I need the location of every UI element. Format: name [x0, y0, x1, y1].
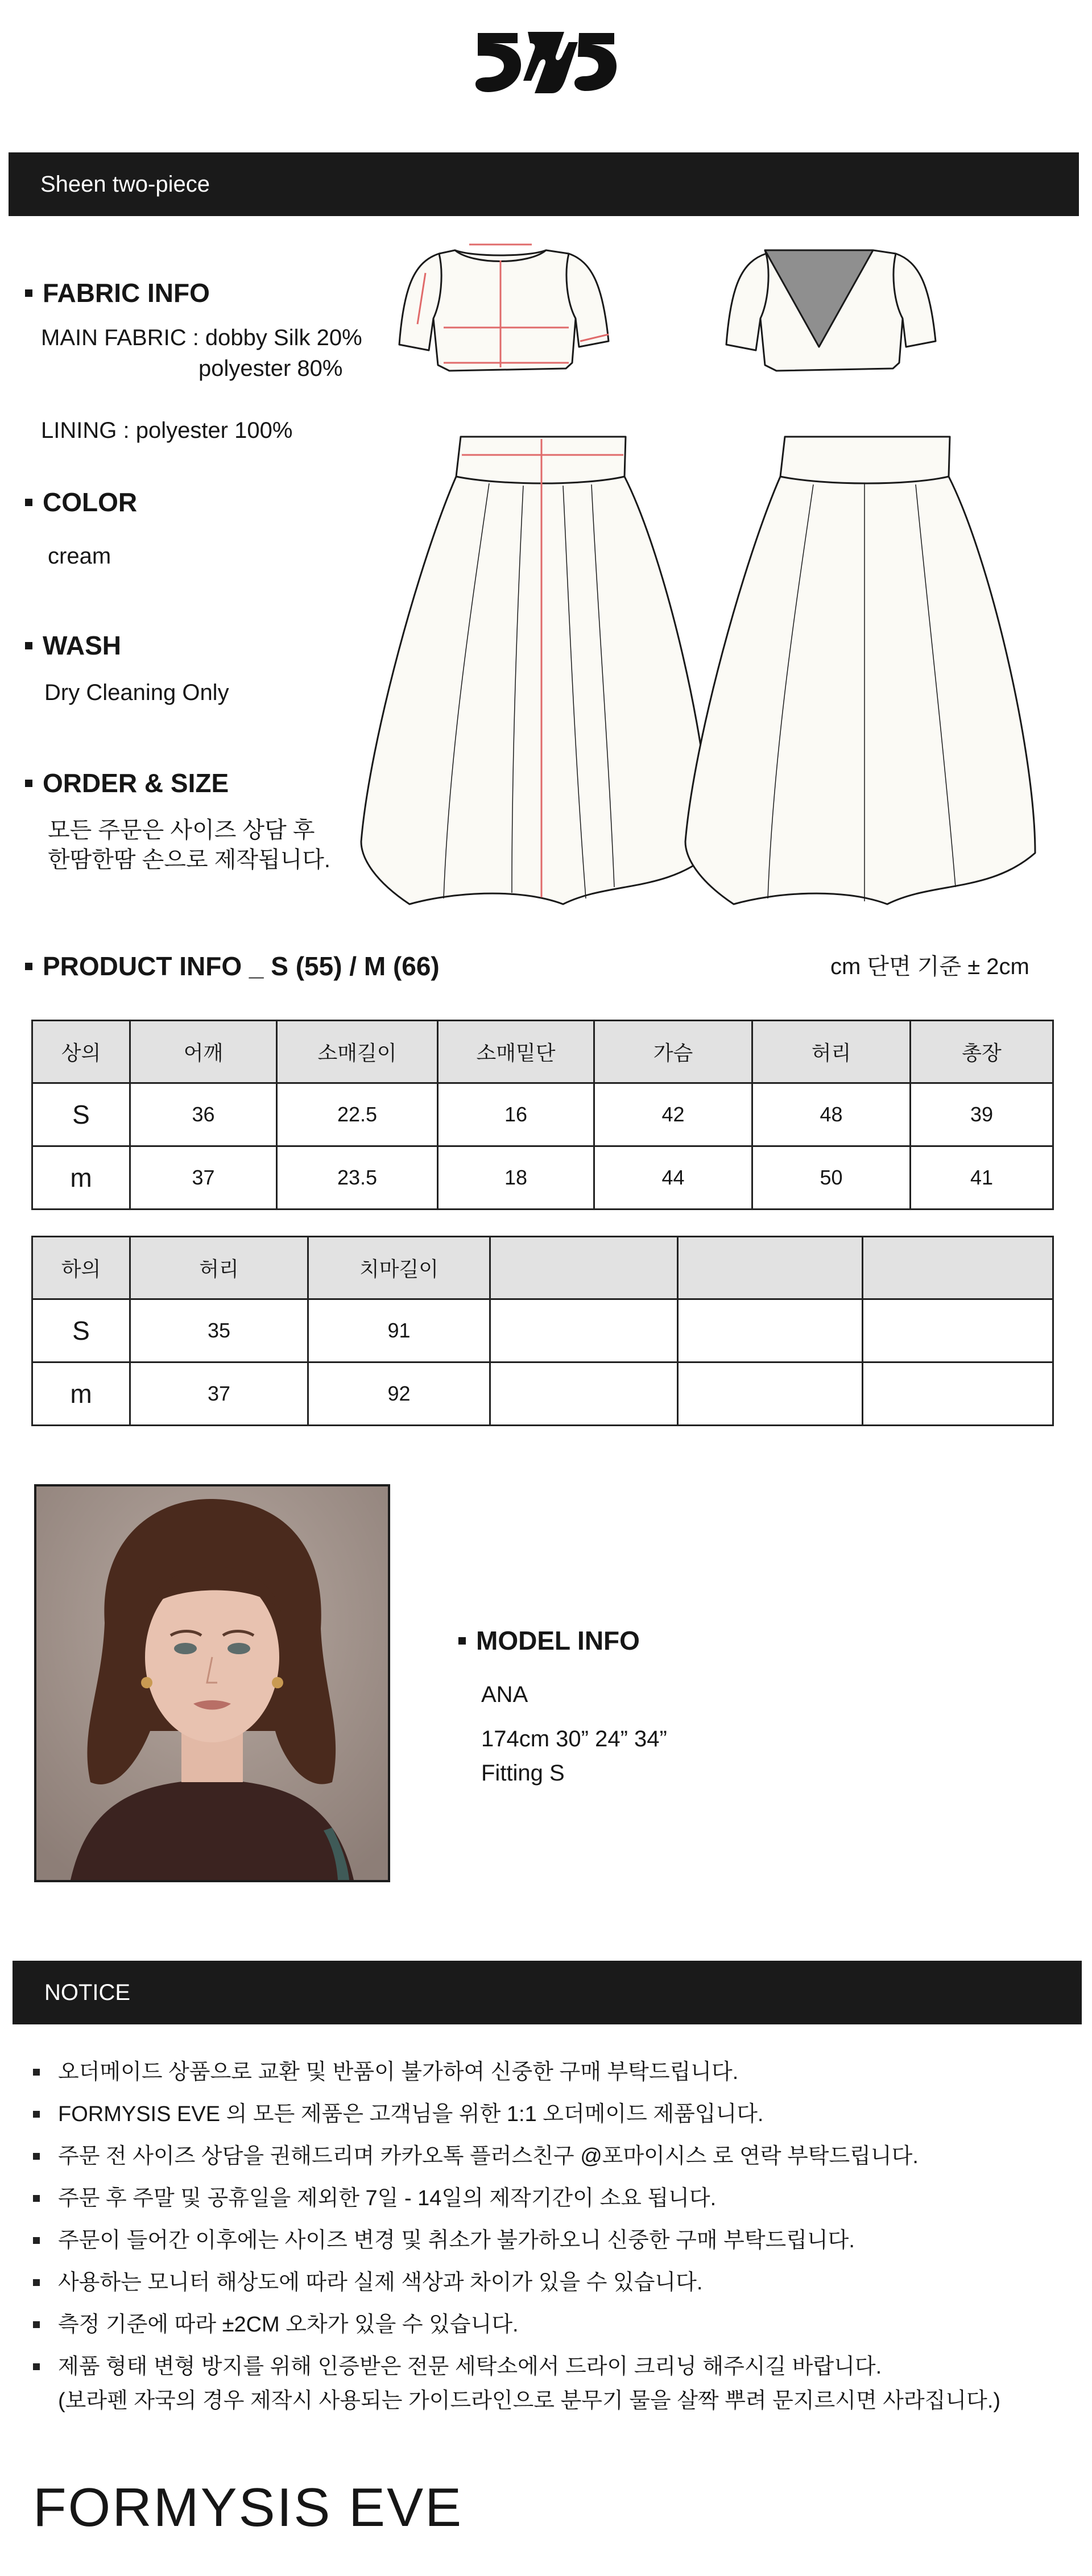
notice-item: [33, 2184, 716, 2214]
table-cell: 36: [130, 1083, 277, 1146]
table-row: [32, 1146, 1053, 1210]
table-cell: 91: [308, 1299, 490, 1362]
table-header-cell: 가슴: [594, 1021, 752, 1083]
measurement-note: cm 단면 기준 ± 2cm: [830, 954, 1029, 979]
bottom-size-table: [31, 1236, 1054, 1426]
top-size-table: [31, 1020, 1054, 1210]
model-fitting: Fitting S: [481, 1761, 565, 1786]
product-info-heading: [25, 951, 440, 981]
model-photo: [34, 1484, 390, 1882]
notice-bar: [13, 1961, 1082, 2024]
table-cell: 48: [752, 1083, 911, 1146]
wash-heading: [25, 630, 121, 661]
table-cell: 22.5: [277, 1083, 438, 1146]
bullet-icon: [25, 289, 32, 297]
table-cell: 39: [911, 1083, 1053, 1146]
table-cell: 37: [130, 1146, 277, 1210]
back-top-drawing: [726, 250, 936, 371]
notice-item-text: 주문 후 주말 및 공휴일을 제외한 7일 - 14일의 제작기간이 소요 됩니다.: [58, 2186, 717, 2210]
notice-item-text: 주문 전 사이즈 상담을 권해드리며 카카오톡 플러스친구 @포마이시스 로 연락 부탁드립니다.: [58, 2144, 919, 2168]
bullet-icon: [33, 2195, 40, 2202]
bullet-icon: [25, 499, 32, 506]
notice-item-text: 오더메이드 상품으로 교환 및 반품이 불가하여 신중한 구매 부탁드립니다.: [58, 2060, 739, 2084]
table-cell: [490, 1299, 678, 1362]
product-info-heading-text: PRODUCT INFO _ S (55) / M (66): [43, 951, 440, 981]
fabric-info-heading: [25, 278, 210, 308]
bullet-icon: [25, 963, 32, 970]
bullet-icon: [33, 2153, 40, 2160]
table-header-cell: [678, 1237, 863, 1299]
notice-item: [33, 2268, 702, 2298]
table-cell: [678, 1362, 863, 1426]
table-header-row: [32, 1237, 1053, 1299]
notice-item-text: 측정 기준에 따라 ±2CM 오차가 있을 수 있습니다.: [58, 2313, 519, 2337]
notice-extra-line: (보라펜 자국의 경우 제작시 사용되는 가이드라인으로 분무기 물을 살짝 뿌려 문지르시면 사라집니다.): [58, 2389, 1001, 2413]
wash-value: Dry Cleaning Only: [44, 680, 229, 705]
product-title: Sheen two-piece: [40, 171, 210, 197]
table-cell: [863, 1362, 1053, 1426]
notice-item: [33, 2099, 763, 2130]
order-line2: 한땀한땀 손으로 제작됩니다.: [48, 847, 331, 872]
product-title-bar: [9, 152, 1079, 216]
table-header-cell: 소매밑단: [438, 1021, 594, 1083]
bullet-icon: [33, 2321, 40, 2328]
notice-item-text: FORMYSIS EVE 의 모든 제품은 고객님을 위한 1:1 오더메이드 제품입니다.: [58, 2102, 764, 2126]
table-cell: 42: [594, 1083, 752, 1146]
table-header-cell: 하의: [32, 1237, 130, 1299]
main-fabric-line2: polyester 80%: [198, 356, 343, 381]
notice-item-text: 주문이 들어간 이후에는 사이즈 변경 및 취소가 불가하오니 신중한 구매 부탁드립니다.: [58, 2229, 855, 2252]
table-cell: [678, 1299, 863, 1362]
table-header-cell: 어깨: [130, 1021, 277, 1083]
table-cell: 18: [438, 1146, 594, 1210]
table-row: [32, 1299, 1053, 1362]
lining-line: LINING : polyester 100%: [41, 418, 293, 443]
table-header-cell: 허리: [130, 1237, 308, 1299]
size-label: m: [32, 1146, 130, 1210]
bullet-icon: [33, 2237, 40, 2244]
fabric-info-heading-text: FABRIC INFO: [43, 278, 210, 308]
eve-logo-icon: [473, 28, 619, 96]
table-cell: 23.5: [277, 1146, 438, 1210]
bullet-icon: [25, 642, 32, 649]
color-heading: [25, 487, 137, 517]
model-measurements: 174cm 30” 24” 34”: [481, 1726, 667, 1751]
table-cell: 50: [752, 1146, 911, 1210]
table-header-cell: [863, 1237, 1053, 1299]
size-label: S: [32, 1083, 130, 1146]
footer-brand-name: FORMYSIS EVE: [33, 2477, 464, 2538]
table-cell: [863, 1299, 1053, 1362]
table-cell: 37: [130, 1362, 308, 1426]
table-header-cell: 소매길이: [277, 1021, 438, 1083]
bullet-icon: [33, 2111, 40, 2118]
notice-item: [33, 2057, 738, 2088]
table-cell: 16: [438, 1083, 594, 1146]
wash-heading-text: WASH: [43, 631, 121, 660]
order-line1: 모든 주문은 사이즈 상담 후: [48, 818, 315, 843]
table-header-cell: 허리: [752, 1021, 911, 1083]
table-header-cell: [490, 1237, 678, 1299]
main-fabric-line1: MAIN FABRIC : dobby Silk 20%: [41, 325, 362, 350]
back-skirt-drawing: [685, 437, 1035, 904]
order-size-heading: [25, 768, 229, 798]
bullet-icon: [33, 2279, 40, 2286]
notice-item-text: 사용하는 모니터 해상도에 따라 실제 색상과 차이가 있을 수 있습니다.: [58, 2271, 703, 2295]
table-header-cell: 상의: [32, 1021, 130, 1083]
table-row: [32, 1362, 1053, 1426]
color-value: cream: [48, 544, 111, 569]
model-name: ANA: [481, 1682, 528, 1707]
table-header-row: [32, 1021, 1053, 1083]
table-row: [32, 1083, 1053, 1146]
model-info-heading: [458, 1625, 640, 1656]
notice-heading: NOTICE: [44, 1979, 131, 2005]
table-cell: 41: [911, 1146, 1053, 1210]
table-cell: [490, 1362, 678, 1426]
notice-item-text: 제품 형태 변형 방지를 위해 인증받은 전문 세탁소에서 드라이 크리닝 해주시길 바랍니다.: [58, 2355, 882, 2379]
table-header-cell: 총장: [911, 1021, 1053, 1083]
bullet-icon: [33, 2363, 40, 2370]
front-skirt-drawing: [361, 437, 711, 904]
front-top-drawing: [399, 250, 609, 371]
table-cell: 35: [130, 1299, 308, 1362]
notice-item: [33, 2142, 919, 2172]
size-label: m: [32, 1362, 130, 1426]
order-size-heading-text: ORDER & SIZE: [43, 768, 229, 798]
notice-item: [33, 2352, 882, 2382]
bullet-icon: [25, 780, 32, 787]
notice-item: [33, 2226, 855, 2256]
table-header-cell: 치마길이: [308, 1237, 490, 1299]
model-info-heading-text: MODEL INFO: [476, 1626, 640, 1655]
table-cell: 44: [594, 1146, 752, 1210]
color-heading-text: COLOR: [43, 487, 138, 517]
notice-item: [33, 2310, 519, 2340]
size-label: S: [32, 1299, 130, 1362]
garment-flat-drawings: [358, 239, 1041, 916]
bullet-icon: [33, 2069, 40, 2076]
table-cell: 92: [308, 1362, 490, 1426]
bullet-icon: [458, 1637, 466, 1645]
